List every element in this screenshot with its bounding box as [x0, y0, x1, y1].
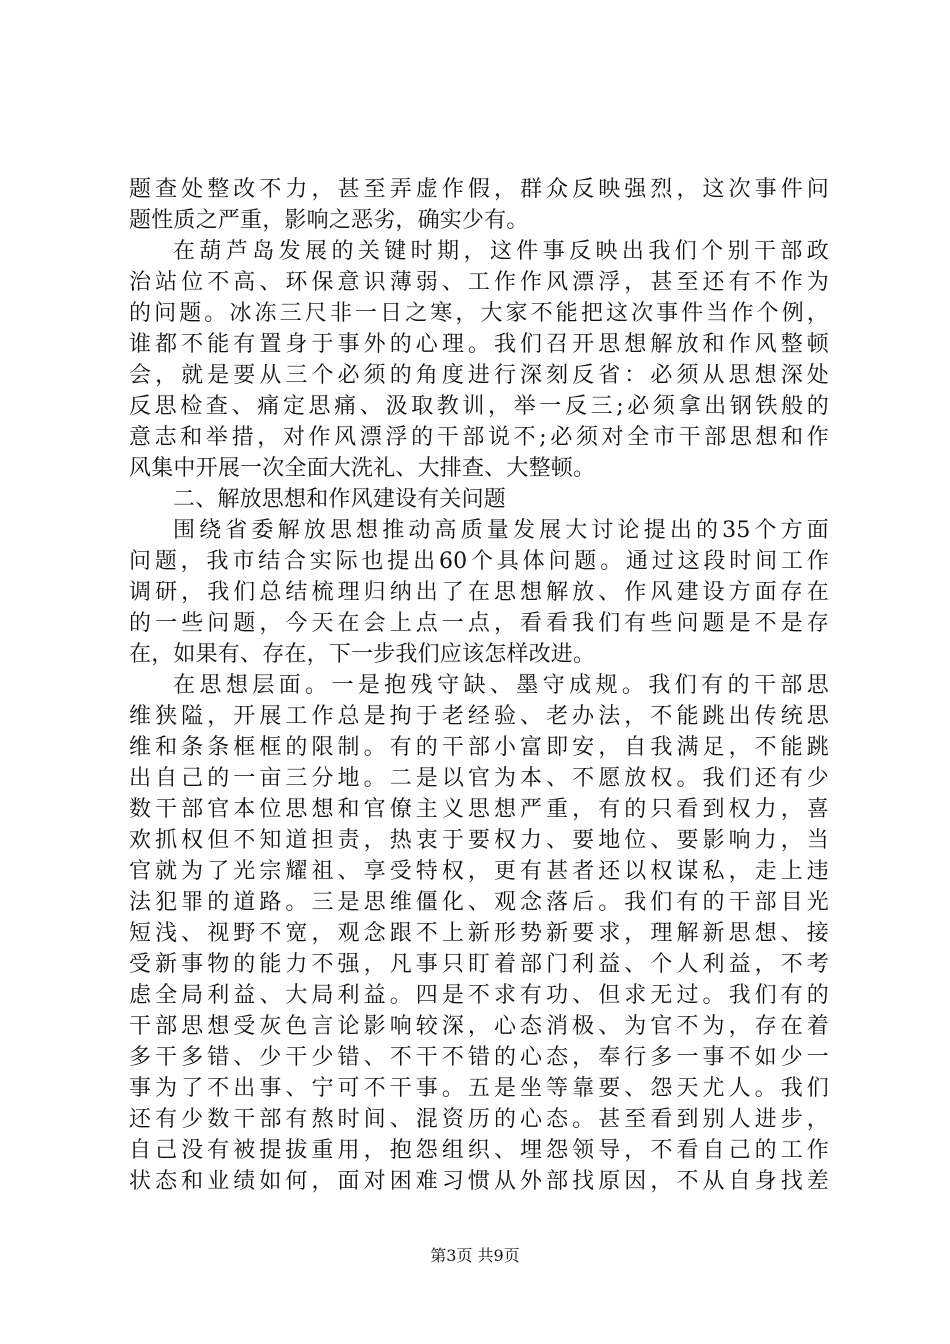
paragraph-2 [129, 236, 829, 484]
text-line: 虑全局利益、大局利益。四是不求有功、但求无过。我们有的 [129, 983, 829, 1008]
text-line: 调研，我们总结梳理归纳出了在思想解放、作风建设方面存在 [129, 580, 829, 605]
text-line: 维狭隘，开展工作总是拘于老经验、老办法，不能跳出传统思 [129, 704, 829, 729]
text-line: 题性质之严重，影响之恶劣，确实少有。 [129, 208, 529, 233]
text-line: 意志和举措，对作风漂浮的干部说不;必须对全市干部思想和作 [129, 425, 829, 450]
text-line: 数干部官本位思想和官僚主义思想严重，有的只看到权力，喜 [129, 797, 829, 822]
text-line: 受新事物的能力不强，凡事只盯着部门利益、个人利益，不考 [129, 952, 829, 977]
text-line: 治站位不高、环保意识薄弱、工作作风漂浮，甚至还有不作为 [129, 270, 829, 295]
text-line: 会，就是要从三个必须的角度进行深刻反省：必须从思想深处 [129, 363, 829, 388]
paragraph-3 [129, 515, 829, 670]
text-line: 状态和业绩如何，面对困难习惯从外部找原因，不从自身找差 [129, 1169, 829, 1194]
text-line: 在，如果有、存在，下一步我们应该怎样改进。 [129, 642, 596, 667]
text-line: 在思想层面。一是抱残守缺、墨守成规。我们有的干部思 [173, 673, 829, 698]
text-line: 在葫芦岛发展的关键时期，这件事反映出我们个别干部政 [173, 239, 829, 264]
text-line: 出自己的一亩三分地。二是以官为本、不愿放权。我们还有少 [129, 766, 829, 791]
text-line: 的一些问题，今天在会上点一点，看看我们有些问题是不是存 [129, 611, 829, 636]
text-line: 问题，我市结合实际也提出60个具体问题。通过这段时间工作 [129, 549, 829, 574]
paragraph-4 [129, 670, 829, 1197]
text-line: 官就为了光宗耀祖、享受特权，更有甚者还以权谋私，走上违 [129, 859, 829, 884]
page-footer: 第3页 共9页 [430, 1246, 520, 1265]
text-line: 围绕省委解放思想推动高质量发展大讨论提出的35个方面 [173, 518, 829, 543]
text-line: 短浅、视野不宽，观念跟不上新形势新要求，理解新思想、接 [129, 921, 829, 946]
text-line: 自己没有被提拔重用，抱怨组织、埋怨领导，不看自己的工作 [129, 1138, 829, 1163]
text-line: 题查处整改不力，甚至弄虚作假，群众反映强烈，这次事件问 [129, 177, 829, 202]
text-line: 风集中开展一次全面大洗礼、大排查、大整顿。 [129, 456, 596, 481]
document-body [129, 174, 829, 1197]
section-heading-2 [129, 484, 829, 515]
text-line: 的问题。冰冻三尺非一日之寒，大家不能把这次事件当作个例， [129, 301, 829, 326]
text-line: 事为了不出事、宁可不干事。五是坐等靠要、怨天尤人。我们 [129, 1076, 829, 1101]
text-line: 法犯罪的道路。三是思维僵化、观念落后。我们有的干部目光 [129, 890, 829, 915]
text-line: 还有少数干部有熬时间、混资历的心态。甚至看到别人进步， [129, 1107, 829, 1132]
text-line: 反思检查、痛定思痛、汲取教训，举一反三;必须拿出钢铁般的 [129, 394, 829, 419]
text-line: 欢抓权但不知道担责，热衷于要权力、要地位、要影响力，当 [129, 828, 829, 853]
paragraph-1 [129, 174, 829, 236]
text-line: 二、解放思想和作风建设有关问题 [173, 487, 507, 512]
text-line: 谁都不能有置身于事外的心理。我们召开思想解放和作风整顿 [129, 332, 829, 357]
text-line: 干部思想受灰色言论影响较深，心态消极、为官不为，存在着 [129, 1014, 829, 1039]
text-line: 维和条条框框的限制。有的干部小富即安，自我满足，不能跳 [129, 735, 829, 760]
text-line: 多干多错、少干少错、不干不错的心态，奉行多一事不如少一 [129, 1045, 829, 1070]
